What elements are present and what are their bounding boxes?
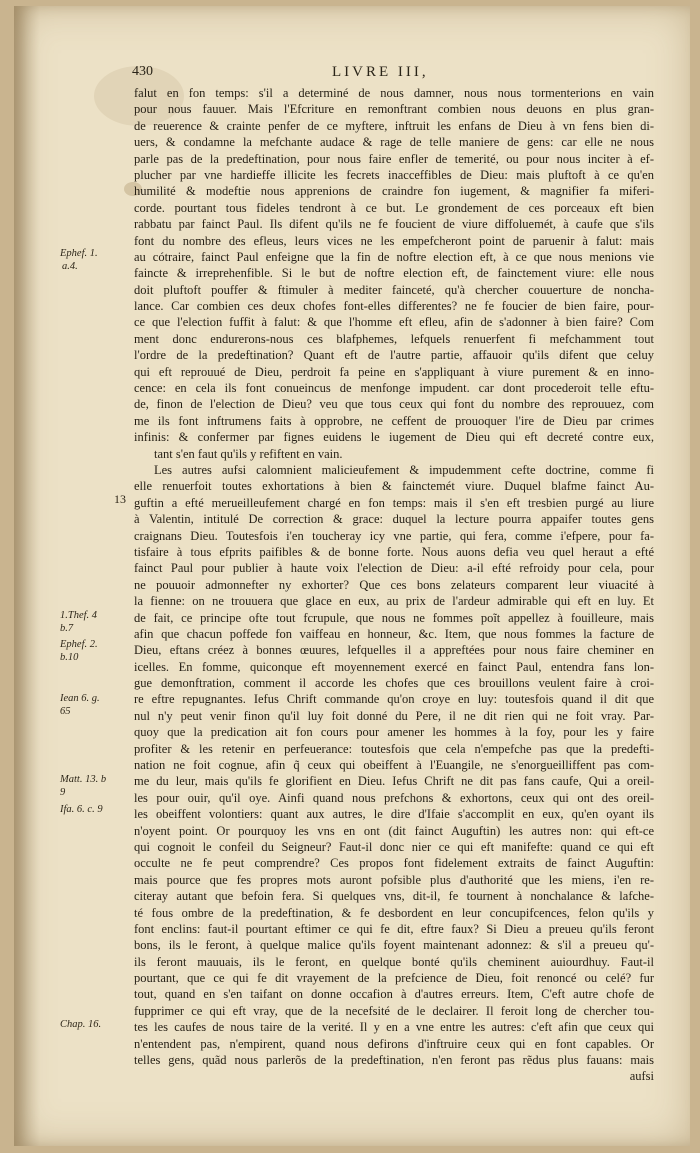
margin-note-thess-4 [60, 609, 97, 635]
text-line: me du leur, mais qu'ils fe glorifient en Dieu. Iefus Chrift ne dit pas fans caufe, Qui a oreil- [134, 774, 654, 789]
text-line: profiter & les retenir en perfeuerance: toutesfois que cela n'empefche pas que la predefti- [134, 741, 654, 756]
text-line: me ils font inftrumens faits à opprobre, ne ceffent de prouoquer l'ire de Dieu par crimes [134, 413, 654, 428]
text-line: faincte & irreprehenfible. Si le but de noftre election eft, de fainctement viure: elle nous [134, 266, 654, 281]
text-line: au cótraire, fainct Paul enfeigne que la fin de noftre election eft, à ce que nous menions vie [134, 249, 654, 264]
margin-note-line: b.10 [60, 652, 79, 663]
text-line: ce que l'election fuffit à falut: & que l'homme eft efleu, afin de s'adonner à bien faire? Com [134, 315, 654, 330]
margin-note-line: Iean 6. g. [60, 693, 100, 704]
text-line: ils feront mauuais, ils le feront, en quelque bonté qu'ils cheminent auiourdhuy. Faut-il [134, 954, 654, 969]
text-line: tisfaire à tous efprits paifibles & de bonne forte. Nous auons defia veu quel heraut a efté [134, 544, 654, 559]
margin-note-line: Ephef. 1. [60, 248, 98, 259]
margin-note-chap-16 [60, 1018, 101, 1031]
text-line: mais pource que fes propres mots auront pofsible plus d'authorité que les miens, i'en re- [134, 872, 654, 887]
text-line: ment donc endurerons-nous ces blafphemes, lefquels renuerfent fi mefchamment tout [134, 331, 654, 346]
running-title: LIVRE III, [332, 64, 429, 80]
text-line: les obeiffent volontiers: quant aux autres, le dire d'Ifaie s'accomplit en eux, qu'en oyant ils [134, 807, 654, 822]
margin-note-matt-13 [60, 773, 106, 799]
text-line: cence: en cela ils font conueincus de menfonge impudent. car dont procederoit telle eftu- [134, 381, 654, 396]
text-line: de, finon de l'election de Dieu? veu que tous ceux qui font du nombre des reprouuez, com [134, 397, 654, 412]
text-line: té fous ombre de la predeftination, & fe desbordent en leur concupifcences, felon qu'ils y [134, 905, 654, 920]
body-text [134, 85, 654, 1085]
text-line: doit pluftoft pouffer & ftimuler à mediter fainceté, qu'à chercher couuerture de noncha- [134, 282, 654, 297]
page-gutter-shadow [14, 6, 40, 1146]
text-line: falut en fon temps: s'il a determiné de nous damner, nous nous tormenterions en vain [134, 86, 654, 100]
text-line: pour nous fauuer. Mais l'Efcriture en remonftrant combien nous deuons en plus gran- [134, 102, 654, 117]
text-line: uers, & condamne la mefchante audace & rage de telle maniere de gens: car elle ne nous [134, 135, 654, 150]
book-page [14, 6, 690, 1146]
text-line: bons, ils le feront, à quelque malice qu'ils foyent maintenant adonnez: & s'il a preueu qu'- [134, 938, 654, 953]
margin-note-line: 65 [60, 706, 71, 717]
text-line: quoy que la predication ait fon cours pour amener les hommes à la foy, pour les y faire [134, 725, 654, 740]
text-line: de reuerence & crainte penfer de ce myftere, inftruit les enfans de Dieu à vn fens bien di- [134, 118, 654, 133]
margin-note-line: Matt. 13. b [60, 774, 107, 785]
text-line: humilité & modeftie nous apprenions de craindre fon iugement, & magnifier fa miferi- [134, 184, 654, 199]
margin-note-line: Ifa. 6. c. 9 [60, 804, 103, 815]
margin-note-iean-6 [60, 692, 100, 718]
margin-note-ephes-2 [60, 638, 98, 664]
margin-note-line: Ephef. 2. [60, 639, 98, 650]
text-line: pourtant, que ce qui fe dit vrayement de la prefcience de Dieu, foit renoncé ou celé? fur [134, 971, 654, 986]
margin-note-line: b.7 [60, 623, 74, 634]
text-line: re eftre repugnantes. Iefus Chrift commande qu'on croye en luy: toutesfois quand il dit que [134, 692, 654, 707]
text-line: rabbatu par fainct Paul. Ils difent qu'ils ne fe foucient de viure diffoluemét, à caufe que s'ils [134, 217, 654, 232]
text-line: de fait, ce principe ofte tout fcrupule, que nous ne fommes poĩt appellez à fouilleure, mais [134, 610, 654, 625]
margin-note-line: 1.Thef. 4 [60, 610, 98, 621]
text-line: nul n'y peut venir finon qu'il luy foit donné du Pere, il ne dit rien qui ne foit vray. Par- [134, 708, 654, 723]
margin-note-line: 9 [60, 787, 66, 798]
text-line: n'oyent point. Or pourquoy les vns en ont (dit fainct Auguftin) les autres non: qui eft-ce [134, 823, 654, 838]
text-line: aufsi [629, 1069, 654, 1084]
text-line: afin que chacun poffede fon vaiffeau en honneur, &c. Item, que nous fommes la facture de [134, 626, 654, 641]
text-line: plucher par vne hardieffe illicite les fecrets inacceffibles de Dieu: mais pluftoft à ce qu'en [134, 167, 654, 182]
text-line: fupprimer ce qui eft vray, que de la necefsité de le declairer. Il feroit long de chercher tou- [134, 1003, 654, 1018]
margin-note-ephes-1 [60, 247, 98, 273]
text-line: elle renuerfoit toutes exhortations à bien & fainctemét viure. Duquel blafme fainct Au- [134, 479, 654, 494]
text-line: qui eft reprouué de Dieu, perdroit fa peine en s'appliquant à viure purement & en inno- [134, 364, 654, 379]
text-line: lance. Car combien ces deux chofes font-elles differentes? ne fe foucier de bien faire, pour- [134, 299, 654, 314]
section-number: 13 [114, 492, 126, 506]
text-line: nation ne foit cognue, afin q̃ ceux qui obeiffent à l'Euangile, ne s'enorgueilliffent pas com- [134, 758, 654, 773]
text-line: n'entendent pas, n'empirent, quand nous defirons d'inftruire ceux qui en font capables. Or [134, 1036, 654, 1051]
text-line: Les autres aufsi calomnient malicieufement & impudemment cefte doctrine, comme fi [154, 462, 654, 477]
running-head [14, 64, 690, 84]
text-line: corde. pourtant tous fideles tendront à ce but. Le grondement de ces porceaux eft bien [134, 200, 654, 215]
margin-note-line: Chap. 16. [60, 1019, 102, 1030]
text-line: l'ordre de la predeftination? Quant eft de l'autre partie, affauoir qu'ils difent que celuy [134, 348, 654, 363]
text-line: fainct Paul pour publier à haute voix l'election de Dieu: a-il efté refroidy pour cela, pour [134, 561, 654, 576]
text-line: guftin a efté merueilleufement chargé en fon temps: mais il s'en eft tresbien purgé au liure [134, 495, 654, 510]
text-line: telles gens, quãd nous parlerõs de la predeftination, n'en feront pas rẽdus plus fauans: mais [134, 1053, 654, 1068]
text-line: tant s'en faut qu'ils y refiftent en vain. [154, 446, 343, 461]
text-line: les pour ouir, qu'il oye. Ainfi quand nous prefchons & exhortons, ceux qui ont des oreil- [134, 790, 654, 805]
text-line: à Valentin, intitulé De correction & grace: duquel la lecture pourra appaifer toutes gens [134, 512, 654, 527]
text-line: tes les caufes de nous taire de la verité. Il y en a vne entre les autres: c'eft afin que ceux qui [134, 1020, 654, 1035]
text-line: parle pas de la predeftination, pour nous faire enfler de temerité, ou pour nous inciter à ef- [134, 151, 654, 166]
text-line: icelles. En fomme, quiconque eft moyennement exercé en fainct Paul, entendra fans lon- [134, 659, 654, 674]
text-line: Dieu, eftans créez à bonnes œuures, lefquelles il a appreftées pour nous faire cheminer en [134, 643, 654, 658]
text-line: craignans Dieu. Toutesfois i'en toucheray icy vne partie, qui fera, comme i'efpere, pour fa- [134, 528, 654, 543]
text-line: font du nombre des efleus, leurs vices ne les empefcheront point de paruenir à falut: mais [134, 233, 654, 248]
text-line: font enclins: faut-il pourtant eftimer ce qui fe dit, eftre faux? Si Dieu a preueu qu'ils feront [134, 921, 654, 936]
page-number: 430 [132, 64, 153, 79]
text-line: tout, quand en s'en taifant on donne occafion à d'autres erreurs. Item, C'eft autre chofe de [134, 987, 654, 1002]
text-line: citeray autant que befoin fera. Si quelques vns, dit-il, fe tournent à nonchalance & lafche- [134, 889, 654, 904]
margin-note-isa-6 [60, 803, 103, 816]
text-line: occulte ne fe peut comprendre? Ces propos font fidelement extraits de fainct Auguftin: [134, 856, 654, 871]
text-line: ne pouuoir admonnefter ny exhorter? Que ces bons zelateurs comparent leur viuacité à [134, 577, 654, 592]
text-line: qui cognoit le confeil du Seigneur? Faut-il donc nier ce qui eft manifefte: quand ce qui eft [134, 839, 654, 854]
text-line: la fienne: on ne trouuera que glace en eux, au prix de l'ardeur admirable qui eft en luy. Et [134, 594, 654, 609]
text-line: infinis: & confermer par fignes euidens le iugement de Dieu qui eft decreté contre eux, [134, 430, 654, 445]
text-line: gue demonftration, comment il accorde les chofes que ces brouillons veulent faire à croi- [134, 676, 654, 691]
margin-note-line: a.4. [62, 261, 78, 272]
